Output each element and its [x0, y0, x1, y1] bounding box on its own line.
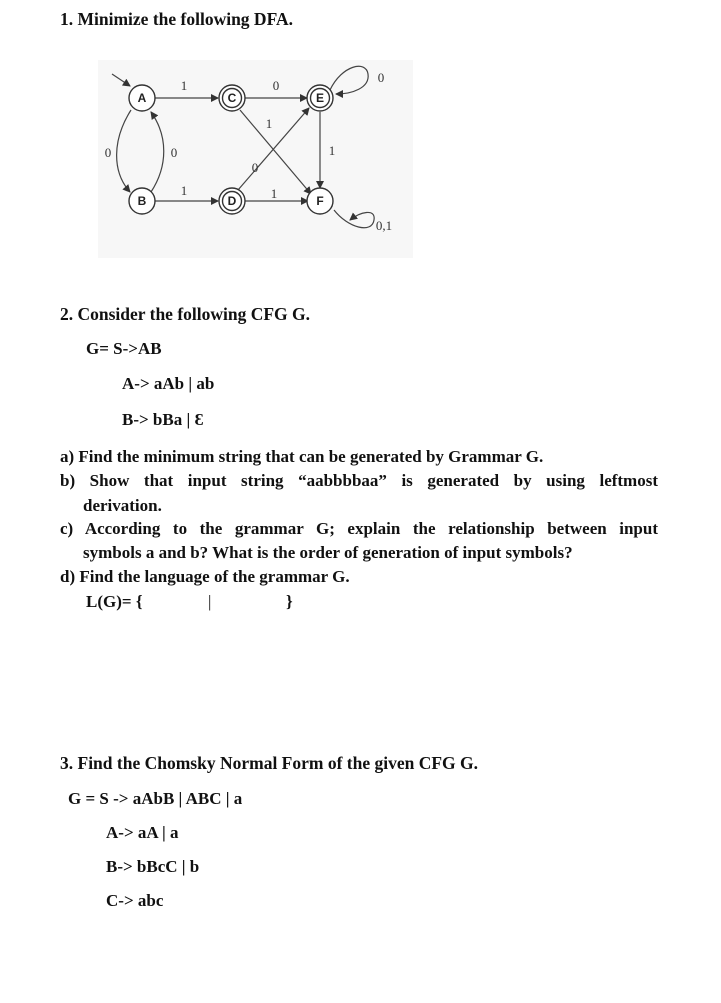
label-e-f: 1	[328, 143, 336, 158]
grammar-g-rule-a: A-> aAb | ab	[122, 374, 215, 393]
edge-f-self	[334, 210, 374, 228]
state-c-label: C	[227, 91, 237, 105]
part-d-line1: d) Find the language of the grammar G.	[60, 567, 350, 586]
label-c-f: 1	[265, 116, 273, 131]
cnf-grammar-start-rule: G = S -> aAbB | ABC | a	[68, 789, 243, 808]
language-set-bar: |	[208, 592, 212, 611]
state-f-label: F	[316, 194, 324, 208]
part-a: a) Find the minimum string that can be generated by Grammar G.	[60, 447, 544, 466]
label-c-e: 0	[272, 78, 280, 93]
start-arrow	[112, 74, 130, 86]
label-b-d: 1	[180, 183, 188, 198]
dfa-diagram	[98, 60, 413, 258]
language-set-open: L(G)= {	[86, 592, 143, 611]
grammar-g-rule-b: B-> bBa | Ɛ	[122, 410, 204, 429]
label-f-self: 0,1	[375, 218, 393, 233]
edge-a-b	[117, 110, 131, 192]
state-b-label: B	[137, 194, 147, 208]
state-d-label: D	[227, 194, 237, 208]
part-c-line2: symbols a and b? What is the order of generation of input symbols?	[83, 543, 573, 562]
edge-b-a	[151, 112, 164, 192]
question-1-heading: 1. Minimize the following DFA.	[60, 9, 293, 29]
question-3-heading: 3. Find the Chomsky Normal Form of the given CFG G.	[60, 753, 479, 773]
language-set-close: }	[286, 592, 293, 611]
label-e-self: 0	[377, 70, 385, 85]
part-b-line2: derivation.	[83, 496, 162, 515]
question-2-heading: 2. Consider the following CFG G.	[60, 304, 311, 324]
label-d-e: 0	[251, 160, 259, 175]
part-b-line1: b) Show that input string “aabbbbaa” is generated by using leftmost	[60, 471, 658, 490]
cnf-grammar-rule-b: B-> bBcC | b	[106, 857, 200, 876]
label-b-a: 0	[170, 145, 178, 160]
edge-c-f	[240, 110, 311, 194]
label-d-f: 1	[270, 186, 278, 201]
edge-e-self	[330, 66, 368, 94]
state-a-label: A	[137, 91, 147, 105]
grammar-g-start-rule: G= S->AB	[86, 339, 162, 358]
part-c-line1: c) According to the grammar G; explain the relationship between input	[60, 519, 658, 538]
cnf-grammar-rule-c: C-> abc	[106, 891, 164, 910]
label-a-b: 0	[104, 145, 112, 160]
label-a-c: 1	[180, 78, 188, 93]
state-e-label: E	[315, 91, 325, 105]
cnf-grammar-rule-a: A-> aA | a	[106, 823, 179, 842]
